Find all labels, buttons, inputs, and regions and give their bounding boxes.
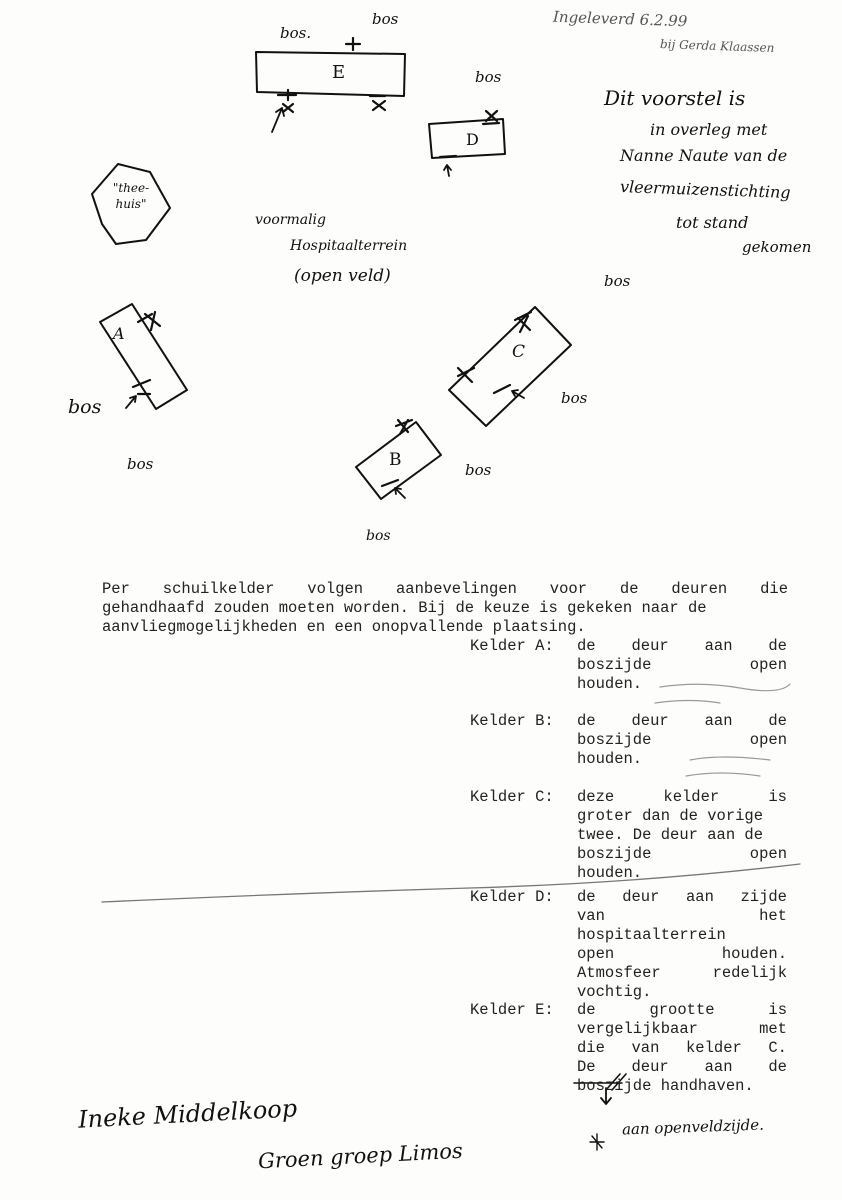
bos-label: bos xyxy=(127,455,154,473)
bos-label: bos. xyxy=(280,24,312,42)
signature-group: Groen groep Limos xyxy=(257,1138,464,1174)
bunker-b-label: B xyxy=(389,450,402,470)
terrain-label: (open veld) xyxy=(294,266,391,286)
bos-label: bos xyxy=(475,68,502,86)
theehuis-label: "thee-huis" xyxy=(112,181,150,211)
scanned-page: Ingeleverd 6.2.99 bij Gerda Klaassen Dit voorstel is in overleg met Nanne Naute van de vleermuizenstichting tot stand gekomen E D A C B bos. bos bos bos bos bos bos bos bos "thee-huis" voormalig Hospitaalterrein (open veld) Per schuilkelder volgen aanbevelingen voor de deuren die gehandhaafd zouden moeten worden. Bij de keuze is gekeken naar de aanvliegmogelijkheden en een onopvallende plaatsing. Kelder A: de deur aan de boszijde open houden. Kelder B: de deur aan de boszijde open houden. Kelder C: deze kelder is groter dan de vorige twee. De deur aan de boszijde open houden. Kelder D: de deur aan zijde van het hospitaalterrein open houden. Atmosfeer redelijk vochtig. Kelder E: de grootte is vergelijkbaar met die van kelder C. De deur aan de boszijde handhaven. aan openveldzijde. Ineke Middelkoop Groen groep Limos xyxy=(0,0,842,1200)
bos-label: bos xyxy=(372,10,399,28)
bunker-c-label: C xyxy=(512,342,526,362)
terrain-label: voormalig xyxy=(255,212,326,228)
bos-label: bos xyxy=(561,389,588,407)
bunker-a-label: A xyxy=(113,324,125,343)
submission-note: Ingeleverd 6.2.99 xyxy=(552,7,688,31)
bos-label: bos xyxy=(604,272,631,290)
signature-name: Ineke Middelkoop xyxy=(77,1094,298,1134)
bos-label: bos xyxy=(366,528,391,544)
bunker-e-outline xyxy=(256,52,405,96)
recipient-note: bij Gerda Klaassen xyxy=(659,37,775,56)
terrain-label: Hospitaalterrein xyxy=(290,238,408,254)
bos-label: bos xyxy=(68,396,102,418)
bos-label: bos xyxy=(465,461,492,479)
door-side-note: aan openveldzijde. xyxy=(621,1115,765,1139)
bunker-d-label: D xyxy=(466,130,479,149)
bunker-c-outline xyxy=(449,307,571,426)
bunker-e-label: E xyxy=(332,62,346,83)
